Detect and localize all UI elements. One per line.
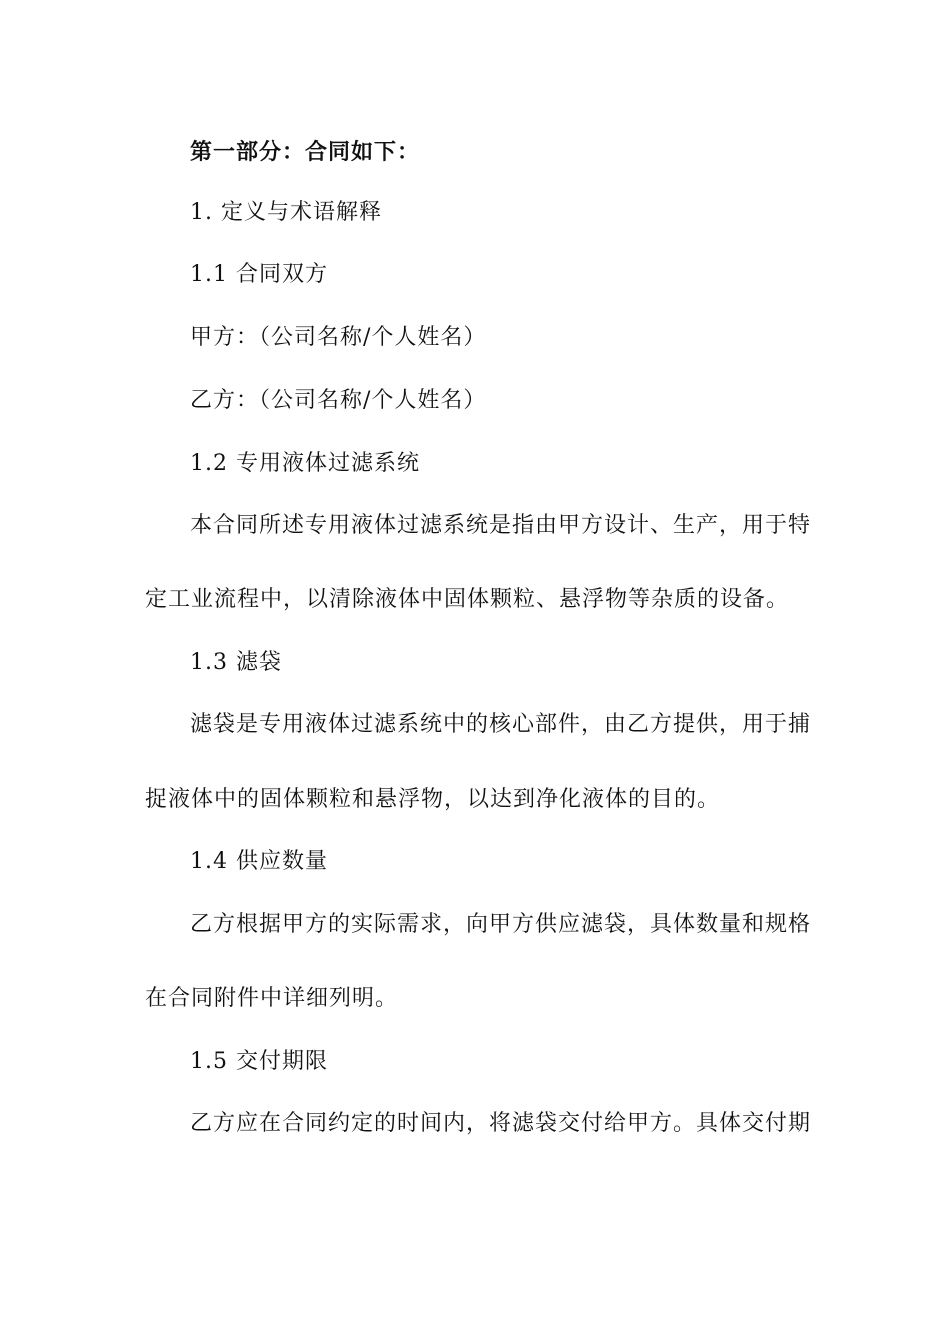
section-1-2-paragraph-line2: 定工业流程中，以清除液体中固体颗粒、悬浮物等杂质的设备。 (145, 587, 790, 612)
section-1-2-paragraph-line1: 本合同所述专用液体过滤系统是指由甲方设计、生产，用于特 (190, 513, 812, 538)
party-b-line: 乙方：（公司名称/个人姓名） (190, 388, 487, 413)
section-1-4-paragraph-line1: 乙方根据甲方的实际需求，向甲方供应滤袋，具体数量和规格 (190, 912, 812, 937)
section-1-4-paragraph-line2: 在合同附件中详细列明。 (145, 986, 399, 1011)
section-1-2-title: 1.2 专用液体过滤系统 (190, 451, 420, 476)
section-1-3-title: 1.3 滤袋 (190, 650, 282, 675)
section-1-title: 1. 定义与术语解释 (190, 200, 382, 225)
party-a-line: 甲方：（公司名称/个人姓名） (190, 325, 487, 350)
section-1-4-title: 1.4 供应数量 (190, 849, 328, 874)
section-1-3-paragraph-line1: 滤袋是专用液体过滤系统中的核心部件，由乙方提供，用于捕 (190, 712, 812, 737)
section-1-1-title: 1.1 合同双方 (190, 262, 328, 287)
section-1-3-paragraph-line2: 捉液体中的固体颗粒和悬浮物，以达到净化液体的目的。 (145, 787, 721, 812)
section-1-5-paragraph-line1: 乙方应在合同约定的时间内，将滤袋交付给甲方。具体交付期 (190, 1111, 812, 1136)
part-heading: 第一部分：合同如下： (190, 139, 421, 165)
section-1-5-title: 1.5 交付期限 (190, 1049, 328, 1074)
